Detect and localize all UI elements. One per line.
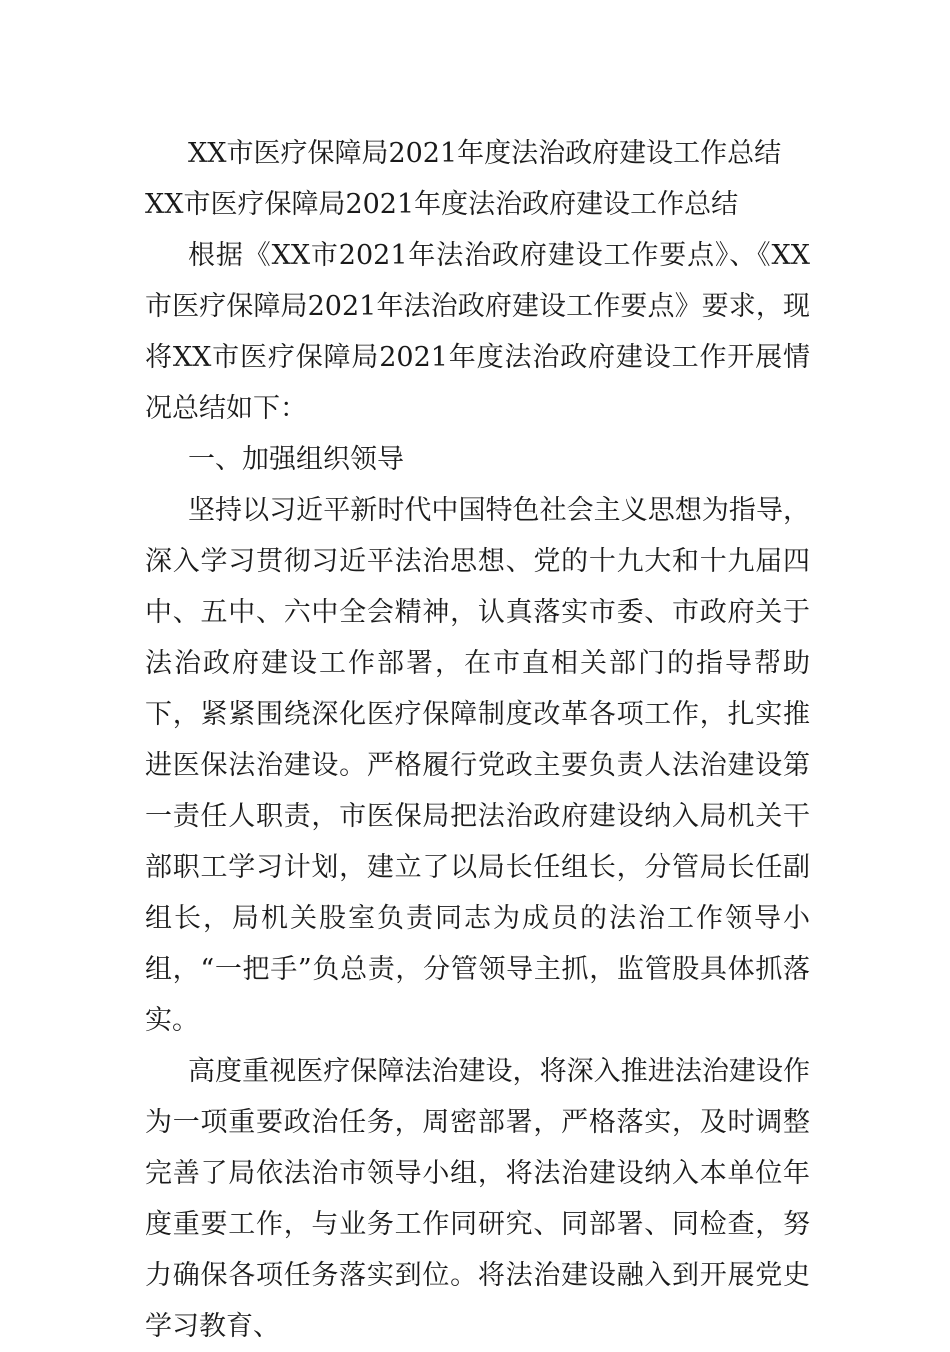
- paragraph-emphasis: 高度重视医疗保障法治建设，将深入推进法治建设作为一项重要政治任务，周密部署，严格落实，及时调整完善了局依法治市领导小组，将法治建设纳入本单位年度重要工作，与业务工作同研究、同部署、同检查，努力确保各项任务落实到位。将法治建设融入到开展党史学习教育、: [145, 1056, 810, 1342]
- paragraph-leadership: 坚持以习近平新时代中国特色社会主义思想为指导，深入学习贯彻习近平法治思想、党的十九大和十九届四中、五中、六中全会精神，认真落实市委、市政府关于法治政府建设工作部署，在市直相关部门的指导帮助下，紧紧围绕深化医疗保障制度改革各项工作，扎实推进医保法治建设。严格履行党政主要负责人法治建设第一责任人职责，市医保局把法治政府建设纳入局机关干部职工学习计划，建立了以局长任组长，分管局长任副组长，局机关股室负责同志为成员的法治工作领导小组，“一把手”负总责，分管领导主抓，监管股具体抓落实。: [145, 495, 810, 1036]
- document-body: [145, 128, 810, 1352]
- document-subtitle: XX市医疗保障局2021年度法治政府建设工作总结: [145, 189, 739, 220]
- document-title: XX市医疗保障局2021年度法治政府建设工作总结: [188, 138, 782, 169]
- section-heading-1: 一、加强组织领导: [188, 444, 404, 475]
- paragraph-intro: 根据《XX市2021年法治政府建设工作要点》、《XX市医疗保障局2021年法治政府建设工作要点》要求，现将XX市医疗保障局2021年度法治政府建设工作开展情况总结如下：: [145, 240, 810, 424]
